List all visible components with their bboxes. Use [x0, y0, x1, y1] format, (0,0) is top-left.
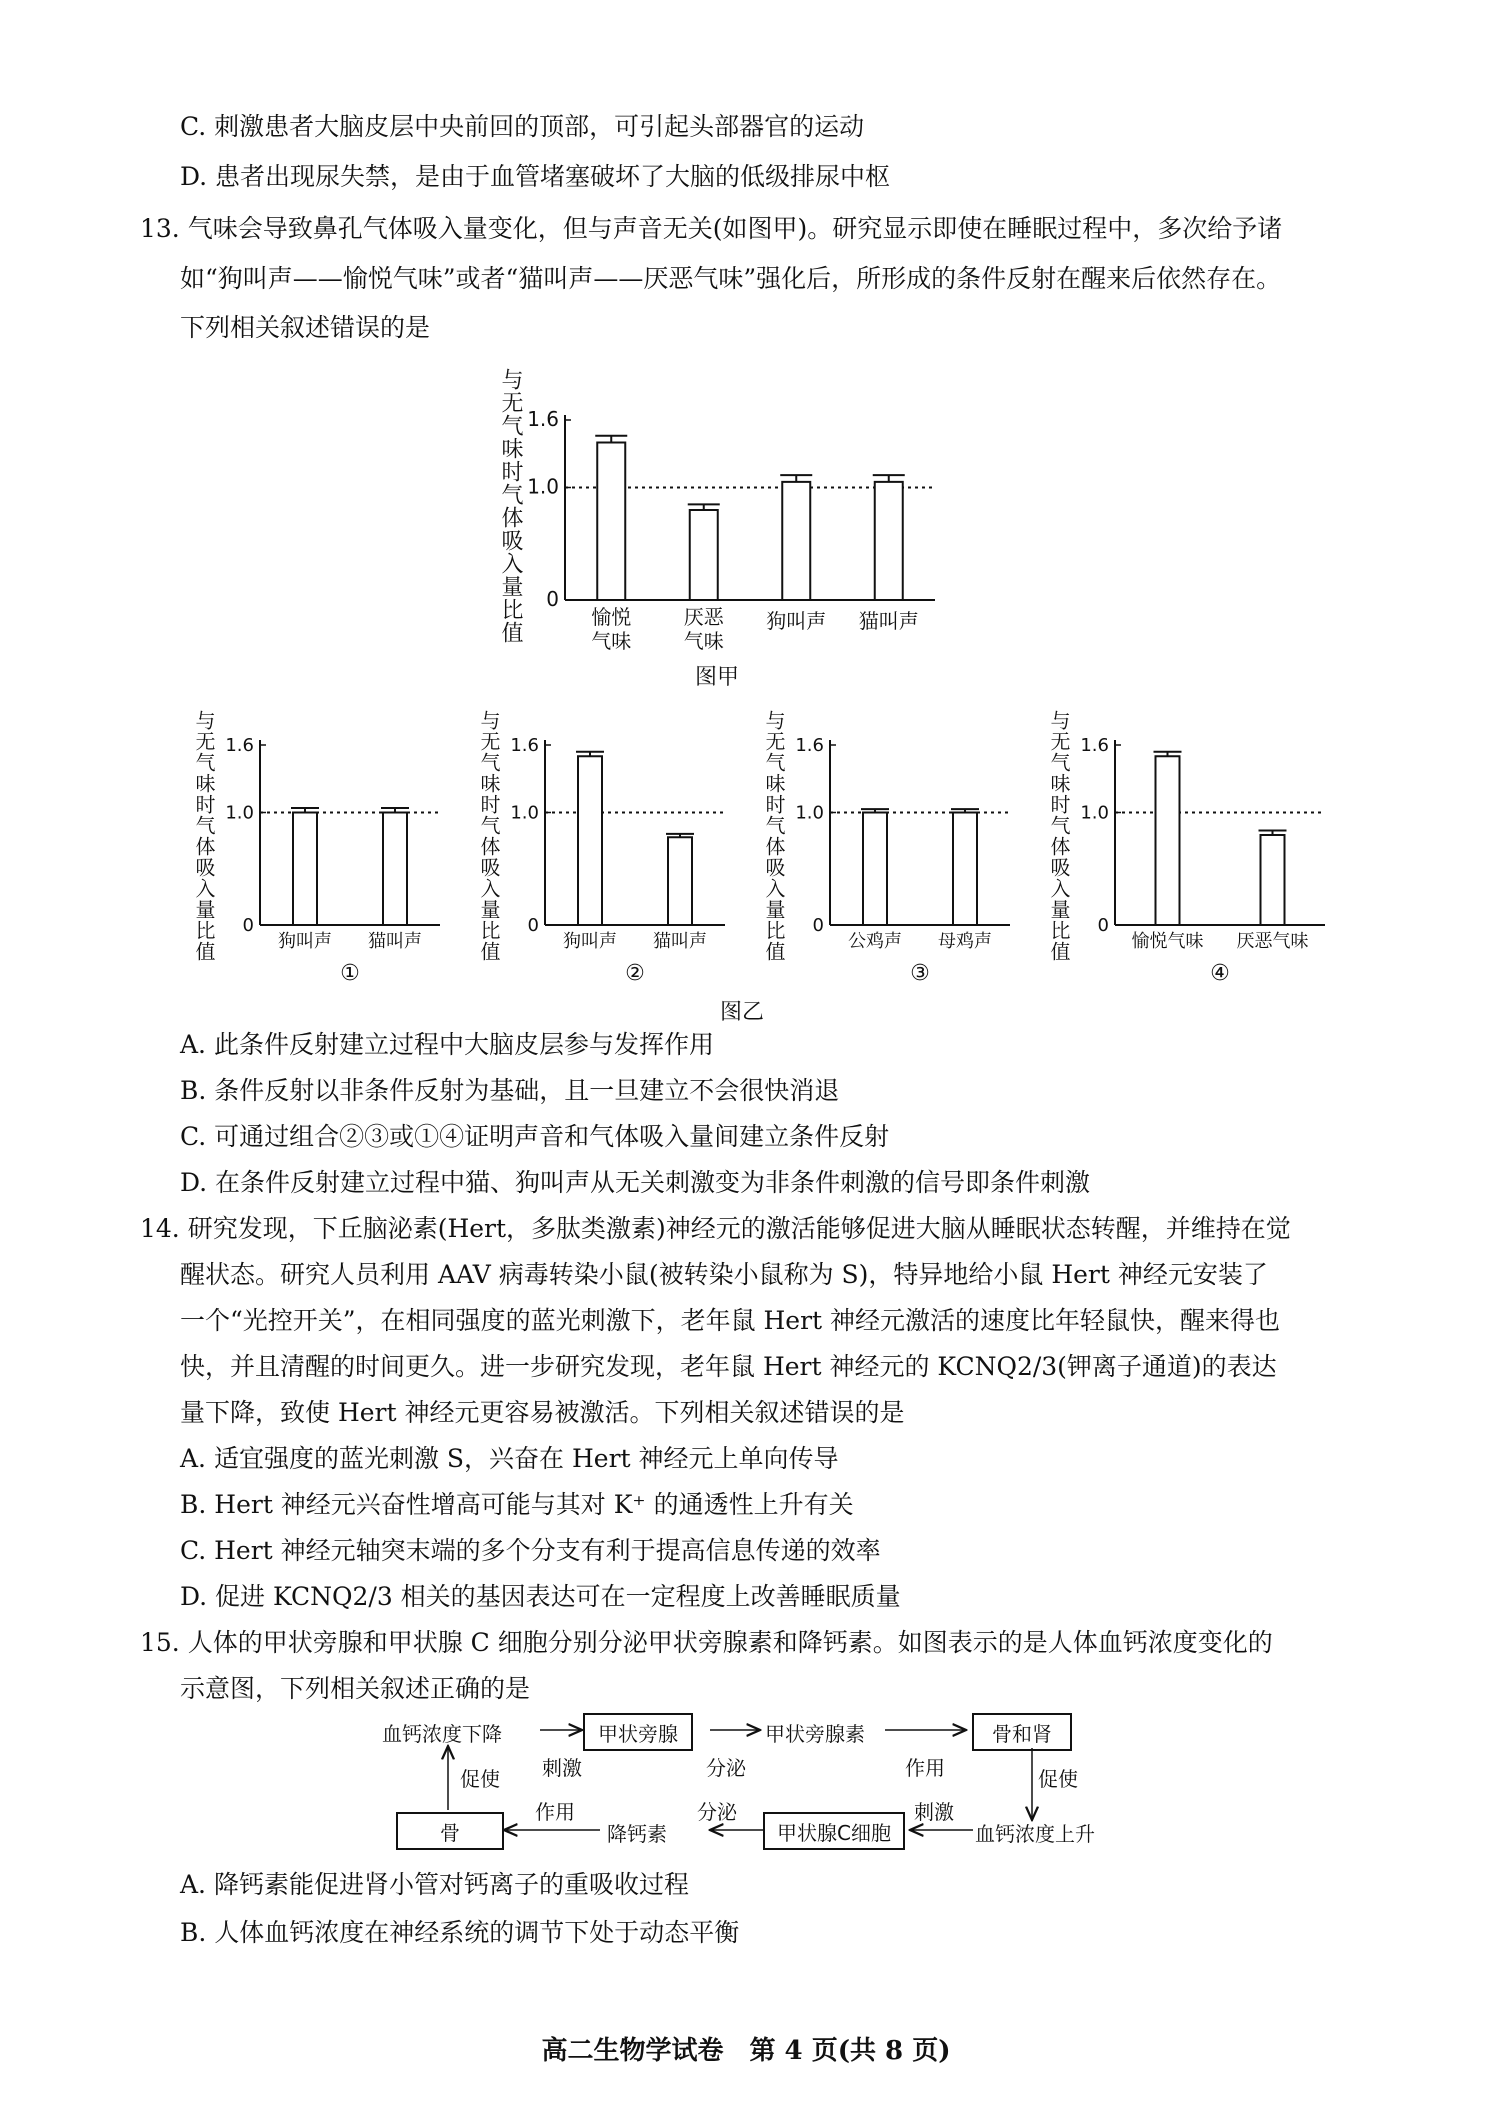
y-tick-label: 1.0	[527, 474, 559, 499]
x-tick-label: 厌恶	[683, 605, 724, 629]
bar	[953, 813, 977, 926]
chart-yi3	[790, 720, 1030, 990]
q12-option-c: C. 刺激患者大脑皮层中央前回的顶部，可引起头部器官的运动	[180, 112, 865, 141]
y-tick-label: 0	[812, 915, 824, 936]
y-tick-label: 1.6	[1080, 735, 1109, 756]
panel-number: ①	[340, 961, 360, 986]
diagram-label-promote-left: 促使	[460, 1767, 500, 1791]
q15-option-a: A. 降钙素能促进肾小管对钙离子的重吸收过程	[180, 1870, 689, 1899]
y-tick-label: 1.6	[527, 407, 559, 431]
x-tick-label: 猫叫声	[858, 609, 919, 633]
chart-jia	[525, 375, 955, 653]
x-tick-label: 狗叫声	[766, 609, 827, 633]
q14-stem-line-5: 量下降，致使 Hert 神经元更容易被激活。下列相关叙述错误的是	[180, 1398, 905, 1427]
panel-number: ④	[1210, 961, 1230, 986]
q14-option-b: B. Hert 神经元兴奋性增高可能与其对 K⁺ 的通透性上升有关	[180, 1490, 854, 1519]
x-tick-label: 母鸡声	[938, 931, 992, 952]
q13-option-a: A. 此条件反射建立过程中大脑皮层参与发挥作用	[180, 1030, 714, 1059]
q14-option-a: A. 适宜强度的蓝光刺激 S，兴奋在 Hert 神经元上单向传导	[180, 1444, 839, 1473]
diagram-bone-kidney-box: 骨和肾	[972, 1713, 1072, 1751]
q13-stem-line-1: 13. 气味会导致鼻孔气体吸入量变化，但与声音无关(如图甲)。研究显示即使在睡眠过程中，多次给予诸	[140, 214, 1283, 243]
bar	[383, 813, 407, 926]
diagram-bone-box: 骨	[396, 1812, 504, 1850]
q13-option-d: D. 在条件反射建立过程中猫、狗叫声从无关刺激变为非条件刺激的信号即条件刺激	[180, 1168, 1091, 1197]
y-tick-label: 1.0	[1080, 802, 1109, 824]
x-tick-label: 公鸡声	[848, 931, 902, 952]
chart-yi1-ylabel: 与无气味时气体吸入量比值	[192, 710, 216, 962]
x-tick-label: 猫叫声	[368, 931, 422, 952]
figure-jia-caption: 图甲	[695, 665, 740, 690]
chart-yi4	[1075, 720, 1345, 990]
bar	[690, 510, 718, 600]
x-tick-label-line2: 气味	[591, 629, 632, 653]
q14-stem-line-4: 快，并且清醒的时间更久。进一步研究发现，老年鼠 Hert 神经元的 KCNQ2/3(钾离子通道)的表达	[180, 1352, 1277, 1381]
bar	[293, 813, 317, 926]
chart-yi2	[505, 720, 745, 990]
panel-number: ③	[910, 961, 930, 986]
bar	[875, 482, 903, 600]
diagram-label-stimulate-2: 刺激	[914, 1800, 954, 1824]
x-tick-label: 猫叫声	[653, 931, 707, 952]
chart-yi3-ylabel: 与无气味时气体吸入量比值	[762, 710, 786, 962]
q14-stem-line-3: 一个“光控开关”，在相同强度的蓝光刺激下，老年鼠 Hert 神经元激活的速度比年轻鼠快，醒来得也	[180, 1306, 1281, 1335]
q15-option-b: B. 人体血钙浓度在神经系统的调节下处于动态平衡	[180, 1918, 740, 1947]
y-tick-label: 0	[242, 915, 254, 936]
y-tick-label: 1.0	[225, 802, 254, 824]
diagram-calcitonin: 降钙素	[607, 1822, 667, 1846]
diagram-thyroid-c-box: 甲状腺C细胞	[763, 1812, 905, 1850]
bar	[1261, 835, 1285, 925]
x-tick-label: 狗叫声	[278, 931, 332, 952]
diagram-label-act-2: 作用	[535, 1800, 575, 1824]
y-tick-label: 1.6	[795, 735, 824, 756]
diagram-label-promote-right: 促使	[1038, 1767, 1078, 1791]
q12-option-d: D. 患者出现尿失禁，是由于血管堵塞破坏了大脑的低级排尿中枢	[180, 162, 891, 191]
q13-option-b: B. 条件反射以非条件反射为基础，且一旦建立不会很快消退	[180, 1076, 840, 1105]
chart-jia-ylabel: 与无气味时气体吸入量比值	[498, 368, 523, 644]
diagram-parathyroid-box: 甲状旁腺	[583, 1713, 693, 1751]
diagram-label-stimulate-1: 刺激	[542, 1756, 582, 1780]
diagram-label-secrete-1: 分泌	[706, 1756, 746, 1780]
diagram-ca-up: 血钙浓度上升	[975, 1822, 1095, 1846]
diagram-ca-down: 血钙浓度下降	[382, 1722, 502, 1746]
diagram-label-secrete-2: 分泌	[697, 1800, 737, 1824]
y-tick-label: 1.0	[510, 802, 539, 824]
q15-stem-line-1: 15. 人体的甲状旁腺和甲状腺 C 细胞分别分泌甲状旁腺素和降钙素。如图表示的是人体血钙浓度变化的	[140, 1628, 1273, 1657]
q14-stem-line-1: 14. 研究发现，下丘脑泌素(Hert，多肽类激素)神经元的激活能够促进大脑从睡眠状态转醒，并维持在觉	[140, 1214, 1291, 1243]
q14-option-c: C. Hert 神经元轴突末端的多个分支有利于提高信息传递的效率	[180, 1536, 881, 1565]
q13-stem-line-3: 下列相关叙述错误的是	[180, 313, 431, 342]
panel-number: ②	[625, 961, 645, 986]
chart-yi2-ylabel: 与无气味时气体吸入量比值	[477, 710, 501, 962]
y-tick-label: 0	[527, 915, 539, 936]
bar	[782, 482, 810, 600]
x-tick-label: 狗叫声	[563, 931, 617, 952]
y-tick-label: 1.0	[795, 802, 824, 824]
q13-option-c: C. 可通过组合②③或①④证明声音和气体吸入量间建立条件反射	[180, 1122, 890, 1151]
diagram-pth: 甲状旁腺素	[765, 1722, 865, 1746]
page-footer: 高二生物学试卷 第 4 页(共 8 页)	[541, 2036, 951, 2066]
bar	[863, 813, 887, 926]
x-tick-label-line2: 气味	[683, 629, 724, 653]
x-tick-label: 厌恶气味	[1236, 931, 1309, 952]
y-tick-label: 1.6	[225, 735, 254, 756]
x-tick-label: 愉悦气味	[1131, 931, 1204, 952]
q13-stem-line-2: 如“狗叫声——愉悦气味”或者“猫叫声——厌恶气味”强化后，所形成的条件反射在醒来后依然存在。	[180, 264, 1282, 293]
chart-yi1	[220, 720, 460, 990]
bar	[1156, 756, 1180, 925]
y-tick-label: 0	[546, 587, 559, 611]
bar	[578, 756, 602, 925]
bar	[597, 443, 625, 601]
chart-yi4-ylabel: 与无气味时气体吸入量比值	[1047, 710, 1071, 962]
q15-stem-line-2: 示意图，下列相关叙述正确的是	[180, 1674, 531, 1703]
y-tick-label: 0	[1097, 915, 1109, 936]
figure-yi-caption: 图乙	[720, 1000, 765, 1025]
x-tick-label: 愉悦	[591, 605, 632, 629]
q14-option-d: D. 促进 KCNQ2/3 相关的基因表达可在一定程度上改善睡眠质量	[180, 1582, 901, 1611]
diagram-label-act-1: 作用	[905, 1756, 945, 1780]
y-tick-label: 1.6	[510, 735, 539, 756]
q14-stem-line-2: 醒状态。研究人员利用 AAV 病毒转染小鼠(被转染小鼠称为 S)，特异地给小鼠 Hert 神经元安装了	[180, 1260, 1268, 1289]
bar	[668, 837, 692, 925]
